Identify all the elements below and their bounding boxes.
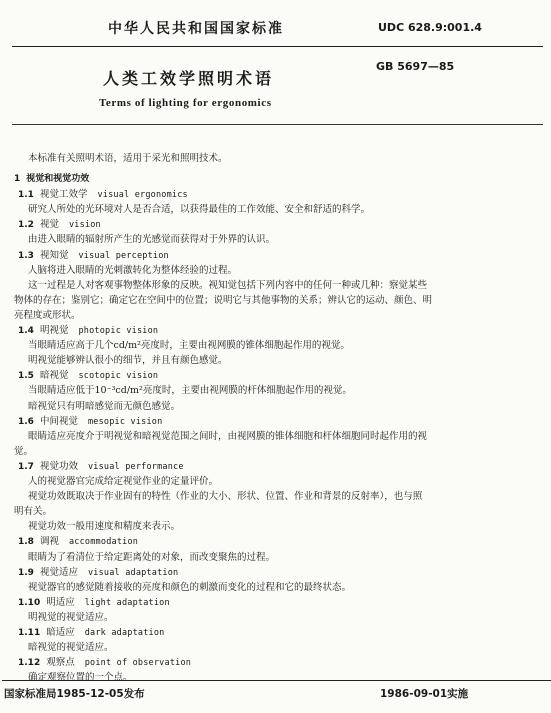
term-number: 1.7 xyxy=(18,461,34,472)
term-entry xyxy=(18,535,138,549)
term-name: 明视觉 xyxy=(39,325,69,336)
term-text-line xyxy=(28,671,133,684)
term-number: 1.3 xyxy=(18,250,34,261)
term-text-line xyxy=(28,384,352,397)
term-definition: 确定观察位置的一个点。 xyxy=(28,672,133,684)
term-definition: 眼睛为了看清位于给定距离处的对象，而改变聚焦的过程。 xyxy=(28,551,276,563)
term-english: point of observation xyxy=(84,658,192,669)
issue-date: 国家标准局1985-12-05发布 xyxy=(4,688,145,700)
term-entry xyxy=(18,596,170,610)
term-text-line xyxy=(14,294,432,307)
term-name: 视觉工效学 xyxy=(39,189,88,201)
term-english: mesopic vision xyxy=(87,416,163,427)
term-definition: 眼睛适应亮度介于明视觉和暗视觉范围之间时，由视网膜的锥体细胞和杆体细胞同时起作用的视 xyxy=(28,430,428,442)
term-definition: 视觉器官的感觉随着接收的亮度和颜色的刺激而变化的过程和它的最终状态。 xyxy=(28,581,352,593)
term-number: 1.9 xyxy=(18,567,34,578)
term-definition: 当眼睛适应低于10⁻³cd/m²亮度时，主要由视网膜的杆体细胞起作用的视觉。 xyxy=(28,385,352,397)
term-english: accommodation xyxy=(68,537,139,548)
term-number: 1.1 xyxy=(18,190,34,201)
term-entry xyxy=(18,566,178,580)
term-english: photopic vision xyxy=(78,326,159,336)
term-definition: 视觉功效既取决于作业固有的特性（作业的大小、形状、位置、作业和背景的反射率），也与照 xyxy=(28,491,423,503)
term-text-line xyxy=(28,400,180,413)
term-name: 观察点 xyxy=(46,657,75,669)
term-name: 视觉适应 xyxy=(39,566,78,578)
term-english: light adaptation xyxy=(84,597,170,608)
term-english: visual perception xyxy=(78,250,169,261)
term-text-line xyxy=(28,581,351,594)
term-name: 视觉功效 xyxy=(39,460,78,472)
term-definition: 这一过程是人对客观事物整体形象的反映。视知觉包括下列内容中的任何一种或几种：察觉某些 xyxy=(28,279,428,291)
term-name: 中间视觉 xyxy=(39,415,78,427)
term-definition: 亮程度或形状。 xyxy=(14,309,81,321)
term-text-line xyxy=(28,233,275,246)
term-entry xyxy=(14,173,89,186)
term-entry xyxy=(18,369,158,383)
term-english: vision xyxy=(68,220,101,231)
term-entry xyxy=(18,218,101,232)
term-name: 调视 xyxy=(39,536,59,548)
term-definition: 研究人所处的光环境对人是否合适，以获得最佳的工作效能、安全和舒适的科学。 xyxy=(28,204,371,216)
term-text-line xyxy=(28,551,275,564)
term-name: 视知觉 xyxy=(39,249,69,261)
term-entry xyxy=(18,249,169,263)
term-number: 1.2 xyxy=(18,220,34,231)
udc-code: UDC 628.9:001.4 xyxy=(378,21,482,34)
term-name: 暗视觉 xyxy=(39,370,69,382)
document-title-zh: 人类工效学照明术语 xyxy=(103,69,275,88)
term-entry xyxy=(18,188,188,202)
term-english: scotopic vision xyxy=(78,371,159,382)
gb-standard-number: GB 5697—85 xyxy=(376,60,455,73)
term-number: 1.8 xyxy=(18,537,34,548)
term-text-line xyxy=(28,520,180,533)
term-text-line xyxy=(28,641,114,654)
term-entry xyxy=(18,415,162,429)
term-entry xyxy=(18,656,191,670)
term-definition: 觉。 xyxy=(14,445,34,457)
term-definition: 明视觉的视觉适应。 xyxy=(28,611,114,623)
term-number: 1 xyxy=(14,174,21,184)
term-definition: 当眼睛适应高于几个cd/m²亮度时，主要由视网膜的锥体细胞起作用的视觉。 xyxy=(28,340,350,352)
term-number: 1.11 xyxy=(18,628,41,638)
term-text-line xyxy=(28,354,228,367)
term-definition: 视觉功效一般用速度和精度来表示。 xyxy=(28,521,181,533)
intro-paragraph: 本标准有关照明术语，适用于采光和照明技术。 xyxy=(28,153,228,164)
term-number: 1.10 xyxy=(18,597,41,608)
term-definition: 物体的存在；鉴别它；确定它在空间中的位置；说明它与其他事物的关系；辨认它的运动、颜色、明 xyxy=(14,294,433,306)
term-entry xyxy=(18,324,158,338)
footer-rule xyxy=(2,680,551,681)
term-name: 视觉和视觉功效 xyxy=(26,174,90,184)
term-text-line xyxy=(14,505,52,518)
term-definition: 人的视觉器官完成给定视觉作业的定量评价。 xyxy=(28,476,219,487)
header-rule xyxy=(12,46,543,47)
title-rule xyxy=(12,124,543,125)
term-definition: 由进入眼睛的辐射所产生的光感觉而获得对于外界的认识。 xyxy=(28,234,276,246)
term-definition: 人脑将进入眼睛的光刺激转化为整体经验的过程。 xyxy=(28,264,238,276)
term-text-line xyxy=(14,309,81,322)
effective-date: 1986-09-01实施 xyxy=(380,688,469,700)
term-text-line xyxy=(28,611,114,624)
term-name: 明适应 xyxy=(46,596,75,608)
term-name: 暗适应 xyxy=(46,627,75,638)
issuing-country-header: 中华人民共和国国家标准 xyxy=(108,21,284,37)
term-name: 视觉 xyxy=(39,219,59,231)
term-text-line xyxy=(28,264,237,277)
term-english: visual ergonomics xyxy=(97,190,188,201)
term-entry xyxy=(18,460,184,474)
document-title-en: Terms of lighting for ergonomics xyxy=(99,97,272,109)
term-text-line xyxy=(28,430,427,443)
term-number: 1.6 xyxy=(18,416,34,427)
term-number: 1.4 xyxy=(18,326,34,336)
term-definition: 明有关。 xyxy=(14,506,53,518)
term-definition: 明视觉能够辨认很小的细节，并且有颜色感觉。 xyxy=(28,355,228,367)
term-text-line xyxy=(28,490,422,503)
term-english: dark adaptation xyxy=(84,628,165,638)
term-text-line xyxy=(14,445,33,458)
term-text-line xyxy=(28,339,350,352)
term-number: 1.12 xyxy=(18,658,41,669)
term-definition: 暗视觉的视觉适应。 xyxy=(28,642,114,654)
term-english: visual performance xyxy=(87,461,184,472)
term-english: visual adaptation xyxy=(87,567,179,578)
term-text-line xyxy=(28,279,427,292)
term-entry xyxy=(18,626,165,640)
term-text-line xyxy=(28,203,370,216)
term-number: 1.5 xyxy=(18,371,34,382)
term-definition: 暗视觉只有明暗感觉而无颜色感觉。 xyxy=(28,400,181,412)
term-text-line xyxy=(28,475,218,488)
